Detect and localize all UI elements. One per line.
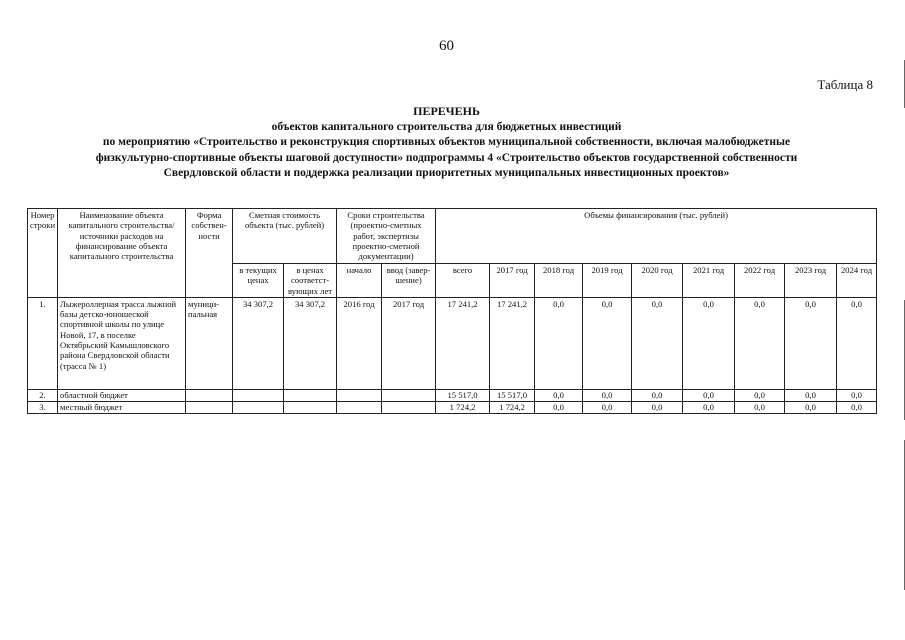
cell-2021: 0,0 (683, 297, 735, 389)
cell-commissioning (382, 401, 436, 413)
header-year-prices: в ценах соответст-вующих лет (284, 264, 337, 298)
heading-line-2: объектов капитального строительства для бюджетных инвестиций (271, 120, 622, 133)
cell-2017: 1 724,2 (490, 401, 535, 413)
header-2019: 2019 год (583, 264, 632, 298)
table-row (28, 389, 877, 401)
cell-2023: 0,0 (785, 389, 837, 401)
cell-2017: 15 517,0 (490, 389, 535, 401)
header-row-1 (28, 209, 877, 264)
cell-num: 2. (28, 389, 58, 401)
header-2024: 2024 год (837, 264, 877, 298)
heading-line-4: физкультурно-спортивные объекты шаговой доступности» подпрограммы 4 «Строительство объектов государственной собственности (95, 151, 798, 164)
cell-2022: 0,0 (735, 401, 785, 413)
cell-name: Лыжероллерная трасса лыжной базы детско-юношеской спортивной школы по улице Новой, 17, в поселке Октябрьский Камышловского района Свердловской области (трасса № 1) (58, 297, 186, 389)
cell-year-prices: 34 307,2 (284, 297, 337, 389)
cell-2020: 0,0 (632, 401, 683, 413)
header-estimated-cost: Сметная стоимость объекта (тыс. рублей) (233, 209, 337, 264)
header-total: всего (436, 264, 490, 298)
header-row-number: Номер строки (28, 209, 58, 298)
cell-total: 1 724,2 (436, 401, 490, 413)
cell-2018: 0,0 (535, 389, 583, 401)
cell-2023: 0,0 (785, 401, 837, 413)
header-2020: 2020 год (632, 264, 683, 298)
cell-current-prices (233, 401, 284, 413)
cell-2023: 0,0 (785, 297, 837, 389)
cell-2020: 0,0 (632, 389, 683, 401)
cell-start: 2016 год (337, 297, 382, 389)
header-commissioning: ввод (завер-шение) (382, 264, 436, 298)
cell-2019: 0,0 (583, 389, 632, 401)
cell-commissioning: 2017 год (382, 297, 436, 389)
cell-commissioning (382, 389, 436, 401)
cell-total: 15 517,0 (436, 389, 490, 401)
header-2023: 2023 год (785, 264, 837, 298)
cell-name: местный бюджет (58, 401, 186, 413)
header-ownership: Форма собствен-ности (186, 209, 233, 298)
header-deadlines: Сроки строительства (проектно-сметных работ, экспертизы проектно-сметной документации) (337, 209, 436, 264)
heading-title: ПЕРЕЧЕНЬ (413, 104, 480, 118)
cell-2018: 0,0 (535, 401, 583, 413)
cell-2019: 0,0 (583, 297, 632, 389)
heading-line-5: Свердловской области и поддержка реализации приоритетных муниципальных инвестиционных проектов» (163, 167, 730, 179)
header-start: начало (337, 264, 382, 298)
header-current-prices: в текущих ценах (233, 264, 284, 298)
cell-num: 1. (28, 297, 58, 389)
cell-2018: 0,0 (535, 297, 583, 389)
header-2017: 2017 год (490, 264, 535, 298)
cell-2024: 0,0 (837, 297, 877, 389)
header-2018: 2018 год (535, 264, 583, 298)
document-heading (0, 104, 893, 182)
cell-2021: 0,0 (683, 389, 735, 401)
header-object-name: Наименование объекта капитального строительства/ источники расходов на финансирование объекта капитального строительства (58, 209, 186, 298)
header-financing: Объемы финансирования (тыс. рублей) (436, 209, 877, 264)
cell-2024: 0,0 (837, 389, 877, 401)
cell-2017: 17 241,2 (490, 297, 535, 389)
cell-start (337, 389, 382, 401)
table-row (28, 297, 877, 389)
cell-total: 17 241,2 (436, 297, 490, 389)
cell-start (337, 401, 382, 413)
table-label: Таблица 8 (817, 77, 873, 92)
cell-num: 3. (28, 401, 58, 413)
page-number: 60 (439, 38, 454, 54)
cell-ownership (186, 389, 233, 401)
cell-2022: 0,0 (735, 297, 785, 389)
cell-2024: 0,0 (837, 401, 877, 413)
cell-year-prices (284, 389, 337, 401)
cell-ownership (186, 401, 233, 413)
cell-current-prices: 34 307,2 (233, 297, 284, 389)
header-2021: 2021 год (683, 264, 735, 298)
cell-year-prices (284, 401, 337, 413)
cell-2019: 0,0 (583, 401, 632, 413)
investment-table (27, 208, 877, 414)
cell-current-prices (233, 389, 284, 401)
cell-2020: 0,0 (632, 297, 683, 389)
heading-line-3: по мероприятию «Строительство и реконструкция спортивных объектов муниципальной собственности, включая малобюджетные (102, 136, 791, 148)
cell-2022: 0,0 (735, 389, 785, 401)
cell-2021: 0,0 (683, 401, 735, 413)
cell-ownership: муници-пальная (186, 297, 233, 389)
cell-name: областной бюджет (58, 389, 186, 401)
table-row (28, 401, 877, 413)
header-2022: 2022 год (735, 264, 785, 298)
